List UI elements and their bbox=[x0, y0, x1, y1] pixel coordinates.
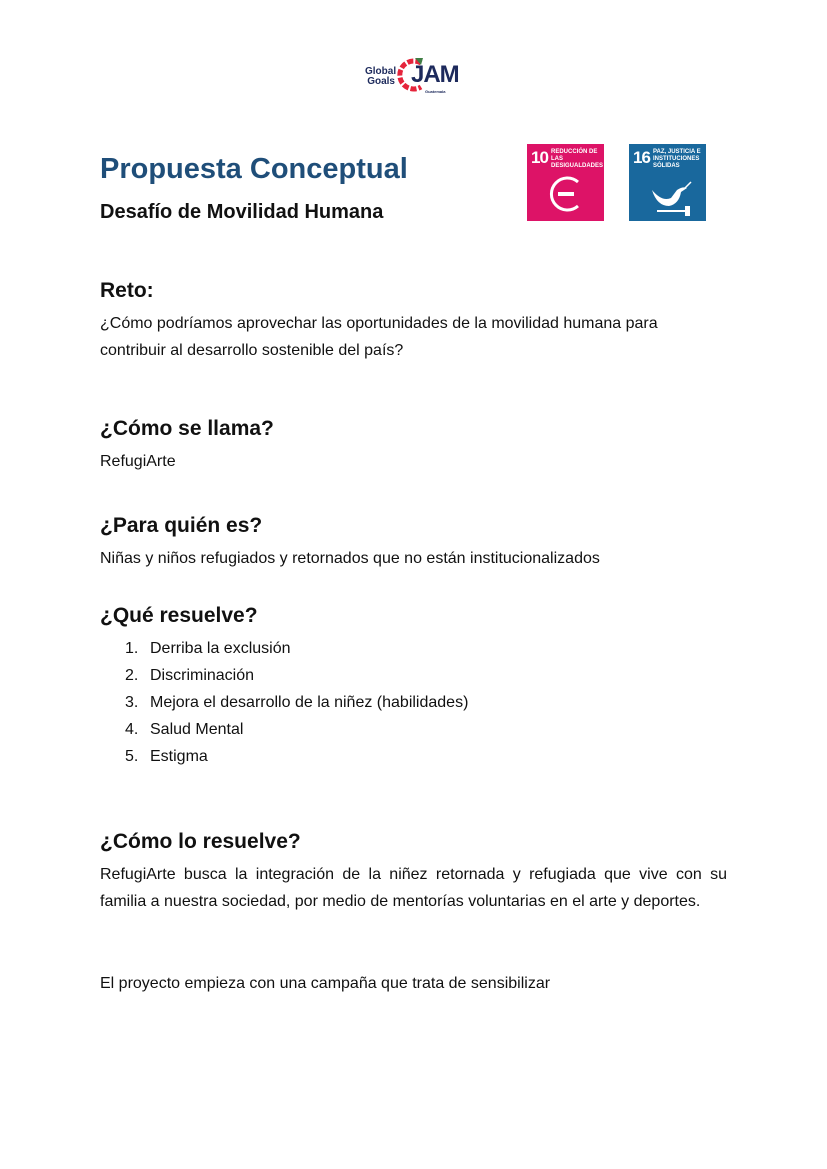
logo-text: Global Goals bbox=[365, 66, 397, 87]
list-item: 4. Salud Mental bbox=[125, 721, 244, 738]
list-item: 2. Discriminación bbox=[125, 667, 255, 684]
sdg-label: REDUCCIÓN DE LAS DESIGUALDADES bbox=[551, 149, 604, 169]
page-subtitle: Desafío de Movilidad Humana bbox=[100, 201, 384, 223]
section-text-reto: ¿Cómo podríamos aprovechar las oportunidades de la movilidad humana para contribuir al desarrollo sostenible del país? bbox=[100, 315, 658, 359]
list-item: 5. Estigma bbox=[125, 748, 208, 765]
sdg-10-badge bbox=[527, 144, 604, 221]
problems-list bbox=[100, 635, 468, 770]
section-text-como-resuelve-2: El proyecto empieza con una campaña que trata de sensibilizar bbox=[100, 975, 551, 992]
section-heading-que-resuelve: ¿Qué resuelve? bbox=[100, 604, 258, 627]
section-text-como-resuelve: RefugiArte busca la integración de la niñez retornada y refugiada que vive con su familia a nuestra sociedad, por medio de mentorías voluntarias en el arte y deportes. bbox=[100, 866, 727, 910]
sdg-number: 10 bbox=[531, 148, 548, 167]
section-heading-para-quien: ¿Para quién es? bbox=[100, 514, 263, 537]
sdg-16-badge bbox=[629, 144, 706, 221]
section-heading-reto: Reto: bbox=[100, 279, 154, 302]
section-heading-nombre: ¿Cómo se llama? bbox=[100, 417, 274, 440]
dove-gavel-icon bbox=[647, 180, 697, 218]
list-item: 1. Derriba la exclusión bbox=[125, 640, 291, 657]
page-title: Propuesta Conceptual bbox=[100, 153, 408, 185]
list-item: 3. Mejora el desarrollo de la niñez (habilidades) bbox=[125, 694, 469, 711]
sdg-label: PAZ, JUSTICIA E INSTITUCIONES SÓLIDAS bbox=[653, 149, 701, 169]
equality-icon bbox=[546, 174, 586, 214]
section-text-nombre: RefugiArte bbox=[100, 453, 176, 470]
global-goals-jam-logo bbox=[365, 55, 465, 97]
logo-brand: JAM bbox=[411, 61, 459, 88]
section-heading-como-resuelve: ¿Cómo lo resuelve? bbox=[100, 830, 301, 853]
section-text-para-quien: Niñas y niños refugiados y retornados que no están institucionalizados bbox=[100, 550, 600, 567]
sdg-number: 16 bbox=[633, 148, 650, 167]
logo-country: Guatemala bbox=[425, 89, 446, 94]
